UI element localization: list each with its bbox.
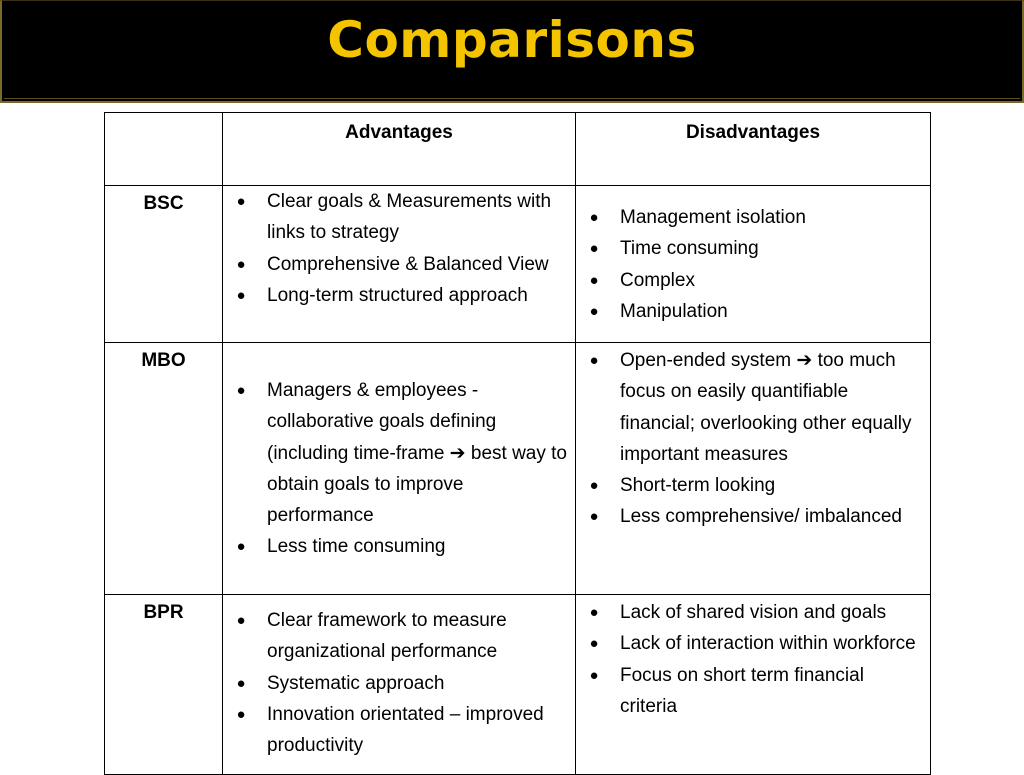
list-item — [229, 375, 569, 531]
list-item-text: Lack of shared vision and goals — [620, 602, 887, 623]
title-bar-border — [4, 98, 1020, 99]
list-item-text: Manipulation — [620, 300, 728, 322]
bullet-icon: ● — [589, 477, 599, 495]
table-header-row — [105, 113, 931, 186]
list-item — [582, 597, 924, 628]
bullet-icon: ● — [589, 508, 599, 526]
list-item — [582, 233, 924, 264]
list-item — [582, 628, 924, 659]
list-item-text: Less time consuming — [267, 536, 446, 558]
title-bar — [0, 0, 1024, 103]
bullet-icon: ● — [589, 209, 599, 226]
list-item-text: Long-term structured approach — [267, 284, 528, 306]
list-item-text: Systematic approach — [267, 672, 445, 694]
list-item-text: Innovation orientated – improved productivity — [267, 703, 544, 757]
bullet-icon: ● — [589, 240, 599, 258]
list-item-text: Open-ended system — [620, 350, 797, 371]
advantages-cell — [223, 595, 576, 775]
list-item — [229, 668, 569, 699]
list-item — [582, 202, 924, 233]
bullet-icon: ● — [236, 382, 246, 399]
table-row — [105, 343, 931, 595]
table-row — [105, 595, 931, 775]
disadvantages-header: Disadvantages — [576, 113, 931, 186]
list-item-text: Management isolation — [620, 207, 806, 228]
list-item-text: Short-term looking — [620, 475, 776, 497]
arrow-right-icon: ➔ — [449, 442, 466, 464]
list-item — [582, 660, 924, 723]
advantages-header: Advantages — [223, 113, 576, 186]
list-item — [229, 531, 569, 562]
list-item — [229, 699, 569, 762]
bullet-icon: ● — [589, 604, 599, 621]
bullet-icon: ● — [236, 674, 246, 692]
list-item-text: Time consuming — [620, 238, 759, 260]
list-item-text: Lack of interaction within workforce — [620, 633, 916, 655]
comparison-table — [104, 112, 931, 775]
advantages-list — [229, 375, 569, 563]
disadvantages-cell — [576, 595, 931, 775]
list-item-text-cont: too much focus on easily quantifiable financial; overlooking other equally important measures — [620, 350, 912, 465]
advantages-cell — [223, 186, 576, 343]
list-item-text-cont: best way to obtain goals to improve performance — [267, 442, 567, 527]
bullet-icon: ● — [236, 286, 246, 304]
list-item-text: Complex — [620, 269, 695, 291]
list-item — [229, 280, 569, 311]
bullet-icon: ● — [589, 635, 599, 653]
list-item-text: Comprehensive & Balanced View — [267, 253, 549, 275]
advantages-list — [229, 605, 569, 761]
slide-title: Comparisons — [327, 11, 697, 69]
list-item — [229, 186, 569, 249]
list-item-text: Clear framework to measure organizational performance — [267, 610, 507, 663]
list-item — [582, 296, 924, 327]
list-item-text: Focus on short term financial criteria — [620, 664, 864, 717]
list-item — [582, 470, 924, 501]
disadvantages-list — [582, 202, 924, 327]
bullet-icon: ● — [236, 255, 246, 273]
row-label: BPR — [105, 595, 223, 775]
advantages-cell — [223, 343, 576, 595]
row-label: BSC — [105, 186, 223, 343]
list-item — [229, 605, 569, 668]
list-item — [229, 249, 569, 280]
corner-cell — [105, 113, 223, 186]
list-item-text: Less comprehensive/ imbalanced — [620, 506, 902, 528]
disadvantages-cell — [576, 343, 931, 595]
disadvantages-cell — [576, 186, 931, 343]
table-row — [105, 186, 931, 343]
disadvantages-list — [582, 345, 924, 533]
list-item — [582, 345, 924, 470]
list-item-text: Managers & employees - collaborative goals defining (including time-frame — [267, 380, 497, 464]
bullet-icon: ● — [589, 302, 599, 320]
arrow-right-icon: ➔ — [796, 350, 813, 371]
row-label: MBO — [105, 343, 223, 595]
list-item-text: Clear goals & Measurements with links to strategy — [267, 191, 552, 244]
bullet-icon: ● — [236, 612, 246, 629]
disadvantages-list — [582, 597, 924, 722]
bullet-icon: ● — [589, 271, 599, 289]
bullet-icon: ● — [236, 538, 246, 556]
bullet-icon: ● — [589, 666, 599, 684]
bullet-icon: ● — [236, 193, 246, 210]
advantages-list — [229, 186, 569, 311]
bullet-icon: ● — [589, 352, 599, 369]
list-item — [582, 265, 924, 296]
bullet-icon: ● — [236, 705, 246, 723]
list-item — [582, 501, 924, 532]
